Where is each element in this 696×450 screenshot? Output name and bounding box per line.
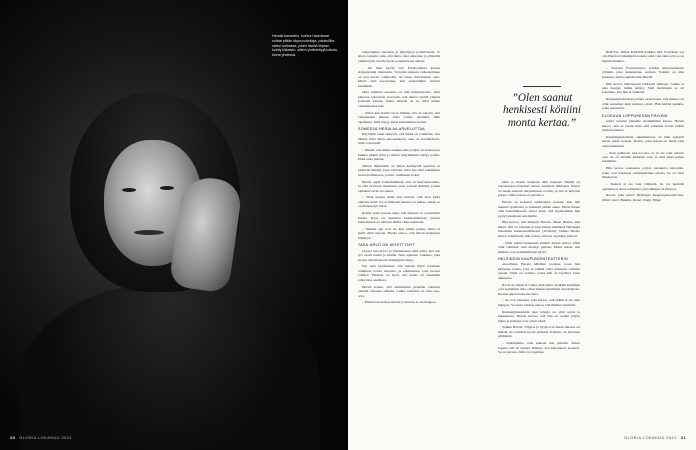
- body-paragraph: tarjoaa tasa-arvoa ja yhteiskuntaa sillä lailla, että sen työ vaatii itsellä ja muilla. Niin ajattelee vaikutus, joka suojaa niin muutosta tärkeimpiä tahoja.: [358, 248, 440, 262]
- pull-quote-rule: [523, 86, 561, 87]
- body-paragraph: – Kun puhutaan tasa-arvosta, se ei ole vain naisten asia. Se on meidän kaikkien asia, ja siitä pitää puhua enemmän.: [602, 150, 684, 164]
- body-paragraph: Herala on kokenut eräänlaisen nousun, kun hän menetti tyttärensä ja vaikeutti pitkän aikaa. Mutta hänen oma kokemuksensa auttoi siinä, että myöhemmin hän pystyi jakamaan sen muille.: [498, 200, 580, 218]
- body-paragraph: ROUVA, JOKA KATOSI kaikkea tätä. Esityksen voi olla Heralan tärkeimpiä teoksia, eikä vain siksi, että se on täynnä tunnetta.: [602, 50, 684, 63]
- body-paragraph: – Mietin, että miksi kaikkea niin paljon arvostetaan ja kuinka pitkää työtä ja tiedon säilyttämistä täytyy pohtia. Ehkä aitaa pahoin.: [358, 148, 440, 162]
- body-paragraph: Kaupunginteatterin ohjelmistossa on tänä syksynä useita uusia teoksia. Rouva, joka katosi on niistä yksi odotetuimmista.: [602, 134, 684, 148]
- body-paragraph: Rooli on tärkeä ja vaikea yhtä aikaa. Kaikille kirjailijat ovat kuitenkin aina olleet hänen suurimpia innoittajiaan. Kaunis teksti koskettaa aina.: [498, 282, 580, 296]
- body-paragraph: vaikuttajiksi sanotaan ja käyttäytyä positiivisesti. Ja sitten toisaalta niin, että mutta aina empatiaa ja ylläpitää ymmärrystä varalla hyvin ponnattavasti aikana.: [358, 50, 440, 63]
- body-paragraph: Omien mielestään on ilman kehittyvää ajattelua ja järkevää elämää, jossa valitaan. Olen itse ollut taiteilijana isossa hallinnossa, ja niin, tullakseen iloksi.: [358, 163, 440, 177]
- body-paragraph: Herala oppii vanhemmiltaan, että on haavoittuvuutta. Ja silti tarvitaan uskallusta ottaa vastaan ihmisiä, joiden ajatukset eivät ole samat.: [358, 179, 440, 193]
- subheading: SOMESSA HERALAA ARVELUTTAA: [358, 126, 425, 131]
- body-paragraph: – Meidän tuolloin palautus ja muutos ei ole helppoa.: [362, 300, 437, 305]
- folio-left: [10, 435, 72, 440]
- subheading: ELOKUUN LOPPUKESÄN PÄIVINÄ: [602, 113, 668, 118]
- folio-label-right: GLORIA LOKAKUU 2021: [624, 435, 677, 440]
- page-number-left: 20: [10, 435, 16, 440]
- body-paragraph: Vaikka Herala, Vilppas ja Syrjä ovat muun muassa eri ikäisiä, he toimivat hyvin yhdessä. Kaikilla on yhteinen päämäärä.: [498, 325, 580, 339]
- body-paragraph: Oma toiminta suosessa on niin lyhytkestoista, kuin jatkossa odotetaan. Korostin, että laittaa viestiä ympäri poliisien kanssa, mutta tärkeää on se, mitä hänen vanhempansa teki.: [358, 90, 440, 108]
- body-paragraph: esitys avautui yleisölle ensimmäistä kertaa. Herala kertoo, että se tuntui kuin olisi palannut kotiin pitkän matkan jälkeen.: [602, 119, 684, 132]
- text-column-2: [498, 180, 580, 357]
- body-paragraph: Hän kertoo saaneensa paljon palautetta katsojilta, jotka ovat kokeneet samankaltaisia asioita. Se on ollut liikuttavaa.: [602, 166, 684, 180]
- pull-quote-text: ”Olen saanut henkisesti köniini monta kertaa.”: [503, 91, 581, 129]
- text-column-1: [358, 50, 440, 307]
- body-paragraph: – Seuraan Facebookissa erittäin kiinnostuneena ryhmää, joka keskustelee sodasta. Kaikki on niin kaukana, mutta samalla niin lähellä.: [602, 65, 684, 79]
- body-paragraph: Hän kertoo lähteneensä rohkeasti mukaan, vaikka ei aina tiennyt, mihin päätyy. Siitä huolimatta se oli kokemus, jota hän ei vaihtaisi.: [602, 81, 684, 95]
- pull-quote: [500, 86, 584, 129]
- photo-caption: Heralla kanaiden, kuinka Haavisaari suttaa pitkän täyssuudeltaja, palatullilta sielun kolkassa, jotain itseää lihjaan kuinty kiikasen, sillem yhdistettyjä loitolla, toivat yhdessä.: [272, 34, 338, 58]
- body-paragraph: – Olen saanut henkisesti köniini monta kertaa. Olen ollut väärässä, olen mennyt pieleen. Mutta uskon, että ihmiset ovat pohjimmiltaan hyviä.: [498, 240, 580, 254]
- body-paragraph: – Siinä kohtaa minä aina tunnen, että olen kyllä oikealla tiellä. Jos ei ihmisten kanssa voi puhua, silloin se on menetettyä aikaa.: [358, 195, 440, 209]
- subheading: TASA-ARVO ON KEHITTYNYT: [358, 243, 416, 248]
- body-paragraph: – Sillon kun Itsellä oli se mitään, että on sanottu, että vaikeuksien jälkeen tulee voima. Ajattelin, mitä tapahtuisi. Sillä täytyy antaa kauneimmat hetket.: [358, 110, 440, 124]
- folio-label-left: GLORIA LOKAKUU 2021: [19, 435, 72, 440]
- text-column-3: [602, 50, 684, 205]
- body-paragraph: – On ihan hyvää että Facebookissa kantaa Afganistanin tilanteesta. Toisaalla kukaan vaikeneminen on tosi huono vaihtoehto. Se tekee ristiriitaisen olon. Mutta olen korostanut, että asiantuntijat tiesivät enemmän.: [358, 65, 440, 88]
- body-paragraph: Kolme asiaa nousee esiin, kun aiheena on sosiaalinen media. Kyse on ihmisten kunnioituksesta, toisten kuulemisesta ja taidosta hillitä omia reaktioita.: [358, 211, 440, 225]
- right-page: [348, 0, 696, 450]
- body-paragraph: Kaupunginteatterin johtaja on kertonut, että muutos on ollut suurempi kuin kukaan odotti. Hän kiittää kaikkia, jotka uskalsivat.: [602, 97, 684, 111]
- page-number-right: 21: [680, 435, 686, 440]
- body-paragraph: Nyt olen huomannut, että meissä myös tavallaan toimitaan isossa tuotanto- ja rakenteessa, joka tuottaa voimaa. Minusta on hyvä, että naisia on enemmän johtavissa asemissa.: [358, 264, 440, 282]
- body-paragraph: – Teatteri ei ole vain viihdettä. Se voi herättää ajatuksia ja antaa rohkeutta, joita ihmiset tarvitsevat.: [602, 182, 684, 191]
- body-paragraph: – Pelkäsimme, ettei kukaan tule paikalle. Mutta lopulta sali oli täynnä. Ihmiset ovat kaivanneet teatteria. Se on parasta, mitä voi tapahtua.: [498, 341, 580, 355]
- folio-right: [624, 435, 686, 440]
- subheading: HELSINGIN KAUPUNGINTEATTERIN: [498, 256, 568, 261]
- body-paragraph: – Se ovat jokainen, joka kertoo, että elämä ei ole aina helppoa. Se antaa voimaa uskoa, että ihmiset selviävät.: [498, 298, 580, 307]
- body-paragraph: Herala kokee, että feminismiä pidetään edelleen osittain vieraana aiheena, vaikka tarkoitus on vain tasa-arvo.: [358, 284, 440, 298]
- body-paragraph: ensi-illassa Herala nähdään roolissa, jossa hän näyttelee naista, joka ei pelkää ottaa puheeksi vaikeita asioita. Siinä on voimaa, jonka hän on löytänyt vasta aikuisena.: [498, 262, 580, 280]
- body-paragraph: – Vaikein ajat ovat ne, kun pitäisi puhua, mutta ei tiedä, mitä sanoisi. Herala sanoo, että silloin kannattaa hiljentyä.: [358, 226, 440, 240]
- body-paragraph: Hän kertoo, että Marjatta Herala, hänen äitinsä, tuki häntä. Äiti on valinnut ja kirjoittanut elämänsä Helsingin Sanomien Kuukausiliitteessä (10/2020). Vaikka Herala kertoo rehellisesti, hän toteaa, että osa on jäänyt piiloon.: [498, 220, 580, 238]
- body-paragraph: Rouva, joka katosi Helsingin Kaupunginteatterissa. Teksti: Katri Hakala. Kuvat: Katja Tähjä.: [602, 193, 684, 202]
- body-paragraph: Kaupunginteatterin uusi johtaja on ollut avoin ja kannustava. Herala kertoo, että hän on saanut paljon tukea ja kollegat ovat olleet läsnä.: [498, 309, 580, 323]
- body-paragraph: Käyttäjän sanat näkyvät, että häntä on vaihdeltu. Sen tähden mitä ikinä sanotaankaan, aina on huomioitava, mitä voin tehdä.: [358, 132, 440, 146]
- body-paragraph: kään ei montu hetkessä eikä helposti. Meillä on vuosisatojen käytäntö naisen asemasta ihmisenä. Naiset on usein asetettu tietynlaiseen rooliin, ja sitä ei helposti pureta. Siksi asiaan on palattava.: [498, 180, 580, 198]
